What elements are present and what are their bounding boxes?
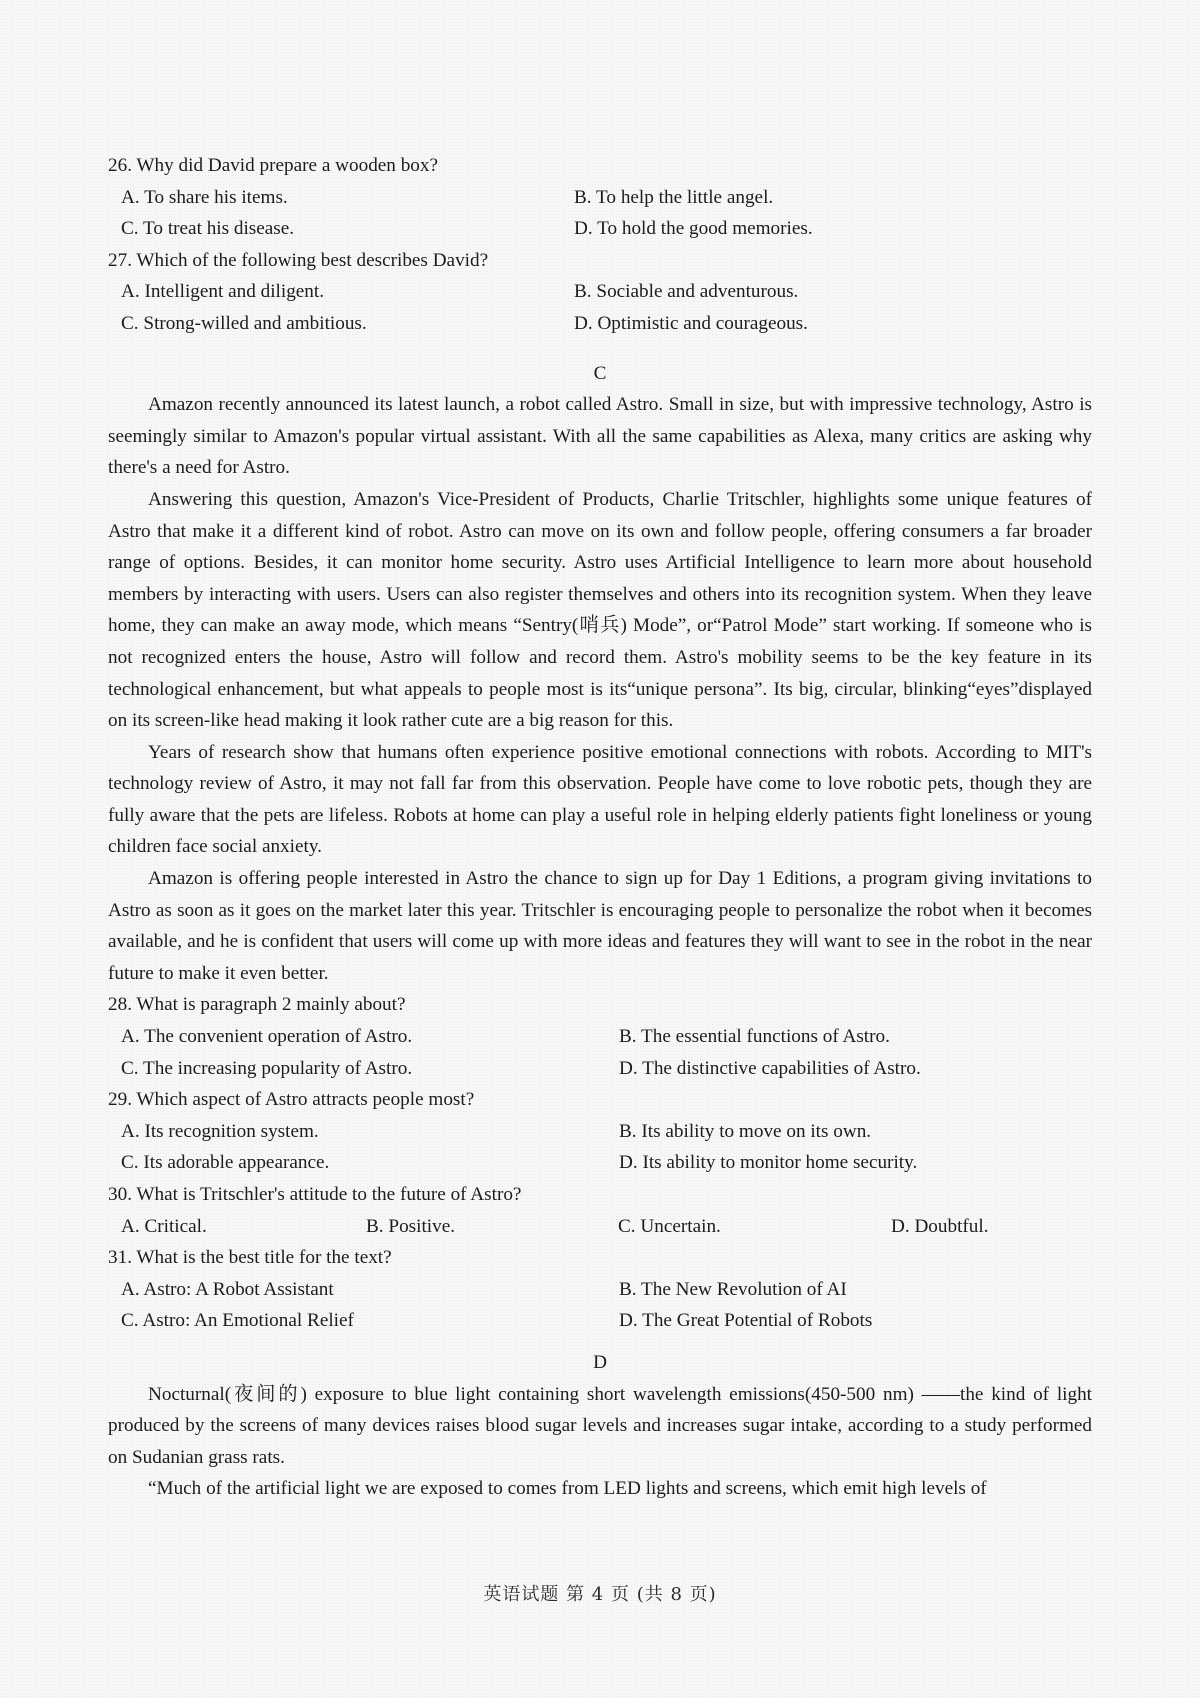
option-d[interactable]: D. To hold the good memories. xyxy=(574,218,813,240)
question-31 xyxy=(108,1242,1092,1337)
passage-paragraph: Amazon recently announced its latest launch, a robot called Astro. Small in size, but with impressive technology, Astro is seemingly similar to Amazon's popular virtual assistant. With all the same capabilities as Alexa, many critics are asking why there's a need for Astro. xyxy=(108,394,1092,479)
question-30 xyxy=(108,1179,1092,1242)
option-b[interactable]: B. Its ability to move on its own. xyxy=(619,1120,872,1142)
option-c[interactable]: C. Uncertain. xyxy=(618,1215,721,1237)
section-d-heading: D xyxy=(593,1351,607,1373)
option-a[interactable]: A. Intelligent and diligent. xyxy=(121,281,325,303)
option-d[interactable]: D. The distinctive capabilities of Astro. xyxy=(619,1057,921,1079)
option-row xyxy=(108,1147,1092,1179)
option-row xyxy=(108,213,1092,245)
option-a[interactable]: A. Its recognition system. xyxy=(121,1120,319,1142)
option-c[interactable]: C. Strong-willed and ambitious. xyxy=(121,312,367,334)
option-a[interactable]: A. The convenient operation of Astro. xyxy=(121,1026,413,1048)
section-c-heading: C xyxy=(593,362,607,384)
option-c[interactable]: C. Astro: An Emotional Relief xyxy=(121,1310,354,1332)
option-row xyxy=(108,1116,1092,1148)
passage-paragraph: Amazon is offering people interested in Astro the chance to sign up for Day 1 Editions, a program giving invitations to Astro as soon as it goes on the market later this year. Tritschler is encouraging people to personalize the robot when it becomes available, and he is confident that users will come up with more ideas and features they will want to see in the robot in the near future to make it even better. xyxy=(108,868,1092,984)
option-b[interactable]: B. Positive. xyxy=(366,1215,456,1237)
option-a[interactable]: A. To share his items. xyxy=(121,186,288,208)
option-b[interactable]: B. Sociable and adventurous. xyxy=(574,281,799,303)
option-row xyxy=(108,182,1092,214)
question-26 xyxy=(108,150,1092,245)
option-row xyxy=(108,1211,1092,1243)
option-b[interactable]: B. To help the little angel. xyxy=(574,186,774,208)
option-d[interactable]: D. Optimistic and courageous. xyxy=(574,312,808,334)
question-stem: 29. Which aspect of Astro attracts people most? xyxy=(108,1089,475,1111)
option-b[interactable]: B. The New Revolution of AI xyxy=(619,1278,847,1300)
option-c[interactable]: C. The increasing popularity of Astro. xyxy=(121,1057,413,1079)
option-d[interactable]: D. Its ability to monitor home security. xyxy=(619,1152,918,1174)
option-row xyxy=(108,1274,1092,1306)
question-27 xyxy=(108,245,1092,340)
page-footer: 英语试题 第 4 页 (共 8 页) xyxy=(483,1584,717,1605)
question-stem: 28. What is paragraph 2 mainly about? xyxy=(108,994,406,1016)
option-row xyxy=(108,1053,1092,1085)
option-b[interactable]: B. The essential functions of Astro. xyxy=(619,1026,890,1048)
option-row xyxy=(108,1021,1092,1053)
option-c[interactable]: C. To treat his disease. xyxy=(121,218,295,240)
passage-paragraph: “Much of the artificial light we are exposed to comes from LED lights and screens, which emit high levels of xyxy=(148,1478,987,1500)
section-d-passage xyxy=(108,1379,1092,1505)
question-29 xyxy=(108,1084,1092,1179)
question-stem: 31. What is the best title for the text? xyxy=(108,1247,392,1269)
option-c[interactable]: C. Its adorable appearance. xyxy=(121,1152,330,1174)
option-row xyxy=(108,276,1092,308)
passage-paragraph: Answering this question, Amazon's Vice-President of Products, Charlie Tritschler, highlights some unique features of Astro that make it a different kind of robot. Astro can move on its own and follow people, offering consumers a far broader range of options. Besides, it can monitor home security. Astro uses Artificial Intelligence to learn more about household members by interacting with users. Users can also register themselves and others into its recognition system. When they leave home, they can make an away mode, which means “Sentry(哨兵) Mode”, or“Patrol Mode” start working. If someone who is not recognized enters the house, Astro will follow and record them. Astro's mobility seems to be the key feature in its technological enhancement, but what appeals to people most is its“unique persona”. Its big, circular, blinking“eyes”displayed on its screen-like head making it look rather cute are a big reason for this. xyxy=(108,488,1092,732)
option-row xyxy=(108,308,1092,340)
section-c-passage xyxy=(108,389,1092,989)
exam-page xyxy=(108,150,1092,1505)
question-28 xyxy=(108,989,1092,1084)
question-stem: 30. What is Tritschler's attitude to the future of Astro? xyxy=(108,1184,522,1205)
option-a[interactable]: A. Critical. xyxy=(121,1215,207,1237)
option-a[interactable]: A. Astro: A Robot Assistant xyxy=(121,1278,334,1300)
option-d[interactable]: D. The Great Potential of Robots xyxy=(619,1310,873,1332)
option-row xyxy=(108,1305,1092,1337)
question-stem: 27. Which of the following best describes David? xyxy=(108,249,489,271)
passage-paragraph: Nocturnal(夜间的) exposure to blue light containing short wavelength emissions(450-500 nm) ——the kind of light produced by the screens of many devices raises blood sugar levels and increases sugar intake, according to a study performed on Sudanian grass rats. xyxy=(108,1383,1092,1468)
option-d[interactable]: D. Doubtful. xyxy=(891,1215,989,1237)
question-stem: 26. Why did David prepare a wooden box? xyxy=(108,155,439,176)
passage-paragraph: Years of research show that humans often experience positive emotional connections with robots. According to MIT's technology review of Astro, it may not fall far from this observation. People have come to love robotic pets, though they are fully aware that the pets are lifeless. Robots at home can play a useful role in helping elderly patients fight loneliness or young children face social anxiety. xyxy=(108,741,1092,858)
